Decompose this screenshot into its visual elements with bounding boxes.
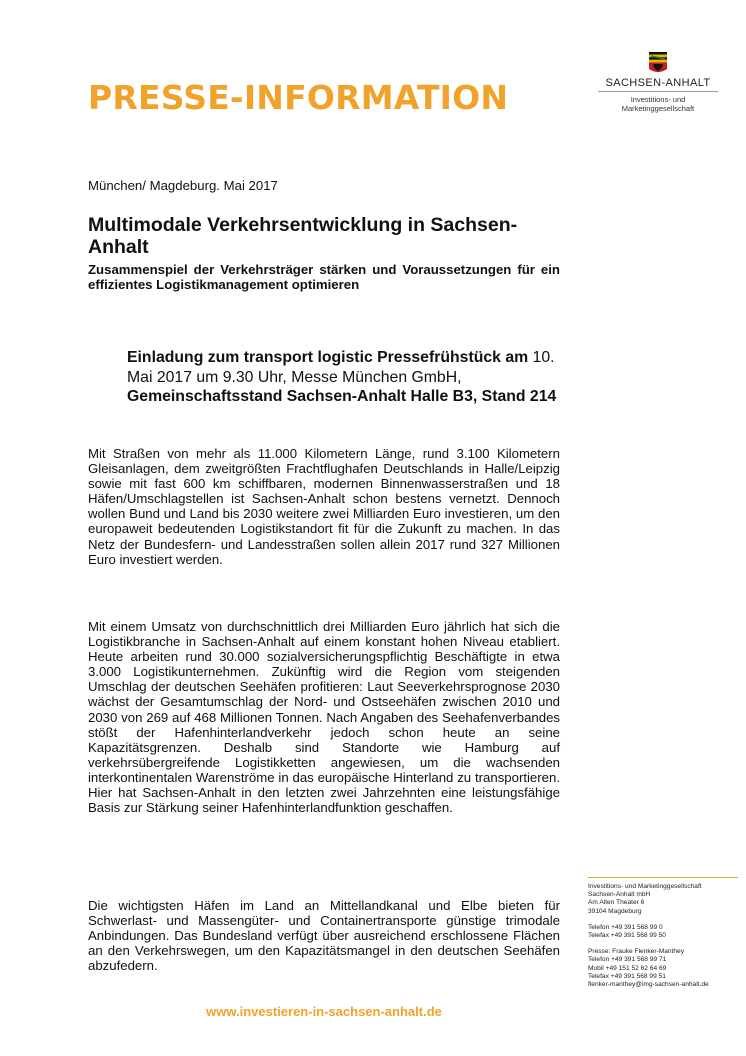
press-contact-name: Presse: Frauke Flenker-Manthey xyxy=(588,948,685,956)
company-address xyxy=(588,883,738,916)
website-link[interactable]: www.investieren-in-sachsen-anhalt.de xyxy=(206,1004,442,1019)
press-mobile: Mobil +49 151 52 62 64 69 xyxy=(588,964,667,972)
press-fax: Telefax +49 391 568 99 51 xyxy=(588,972,666,980)
paragraph-ports: Die wichtigsten Häfen im Land an Mittellandkanal und Elbe bieten für Schwerlast- und Massengüter- und Containertransporte günstige trimodale Anbindungen. Das Bundesland verfügt über ausreichend erschlossene Flächen an den Verkehrswegen, um den Kapazitätsmangel in den deutschen Seehäfen abzufedern. xyxy=(88,898,560,974)
company-phones xyxy=(588,924,738,940)
press-email-link[interactable]: flenker-manthey@img-sachsen-anhalt.de xyxy=(588,981,709,989)
subtitle: Zusammenspiel der Verkehrsträger stärken und Voraussetzungen für ein effizientes Logistikmanagement optimieren xyxy=(88,262,560,292)
press-phone: Telefon +49 391 568 99 71 xyxy=(588,956,667,964)
header-title: PRESSE-INFORMATION xyxy=(88,78,509,117)
logo-brand: SACHSEN-ANHALT xyxy=(598,77,718,92)
paragraph-logistics: Mit einem Umsatz von durchschnittlich drei Milliarden Euro jährlich hat sich die Logistikbranche in Sachsen-Anhalt auf einem konstant hohen Niveau etabliert. Heute arbeiten rund 30.000 sozialversicherungspflichtig Beschäftigte in etwa 3.000 Logistikunternehmen. Zukünftig wird die Region vom steigenden Umschlag der deutschen Seehäfen profitieren: Laut Seeverkehrsprognose 2030 wächst der Gesamtumschlag der Nord- und Ostseehäfen zwischen 2010 und 2030 von 269 auf 468 Millionen Tonnen. Nach Angaben des Seehafenverbandes stößt der Hafenhinterlandverkehr jedoch schon heute an seine Kapazitätsgrenzen. Deshalb sind Standorte wie Hamburg auf verkehrsübergreifende Logistikketten angewiesen, um die wachsenden interkontinentalen Warenströme in das europäische Hinterland zu transportieren. Hier hat Sachsen-Anhalt in den letzten zwei Jahrzehnten eine leistungsfähige Basis zur Stärkung seiner Hafenhinterlandfunktion geschaffen. xyxy=(88,619,560,816)
press-contact xyxy=(588,948,738,989)
dateline: München/ Magdeburg. Mai 2017 xyxy=(88,178,278,193)
sidebar-divider xyxy=(588,877,738,878)
logo-subline-1: Investitions- und xyxy=(630,95,686,104)
invitation-date: 10. Mai 2017 um 9.30 Uhr, Messe München GmbH, xyxy=(127,349,555,386)
address-line: Investitions- und Marketinggesellschaft xyxy=(588,883,702,890)
paragraph-infrastructure: Mit Straßen von mehr als 11.000 Kilometern Länge, rund 3.100 Kilometern Gleisanlagen, dem zweitgrößten Frachtflughafen Deutschlands in Halle/Leipzig sowie mit fast 600 km schiffbaren, modernen Binnenwasserstraßen und 18 Häfen/Umschlagstellen ist Sachsen-Anhalt schon bestens vernetzt. Dennoch wollen Bund und Land bis 2030 weitere zwei Milliarden Euro investieren, um den europaweit bedeutenden Logistikstandort fit für die Zukunft zu machen. In das Netz der Bundesfern- und Landesstraßen sollen allein 2017 rund 327 Millionen Euro investiert werden. xyxy=(88,446,560,567)
address-line: Am Alten Theater 6 xyxy=(588,899,645,907)
phone-line: Telefon +49 391 568 99 0 xyxy=(588,923,663,931)
invitation-location: Gemeinschaftsstand Sachsen-Anhalt Halle B3, Stand 214 xyxy=(127,388,557,405)
page-title: Multimodale Verkehrsentwicklung in Sachsen-Anhalt xyxy=(88,214,518,258)
coat-of-arms-icon xyxy=(649,52,667,76)
contact-sidebar xyxy=(588,877,738,997)
address-line: 39104 Magdeburg xyxy=(588,907,642,915)
logo-subline-2: Marketinggesellschaft xyxy=(621,104,695,113)
sachsen-anhalt-logo xyxy=(598,52,718,113)
fax-line: Telefax +49 391 568 99 50 xyxy=(588,932,666,940)
address-line: Sachsen-Anhalt mbH xyxy=(588,891,651,899)
invitation xyxy=(127,348,557,407)
invitation-heading: Einladung zum transport logistic Pressefrühstück am xyxy=(127,349,529,366)
